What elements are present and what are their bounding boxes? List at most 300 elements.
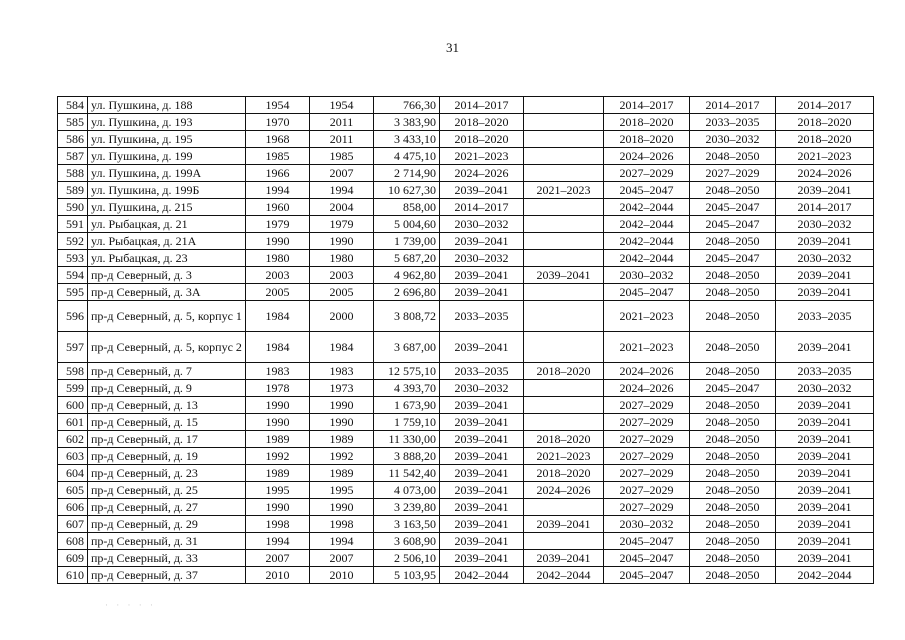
- cell-period-4: 2027–2029: [690, 165, 776, 182]
- cell-address: пр-д Северный, д. 25: [88, 482, 246, 499]
- cell-year-built: 1989: [246, 465, 310, 482]
- cell-period-1: 2039–2041: [440, 516, 524, 533]
- cell-period-4: 2048–2050: [690, 448, 776, 465]
- cell-period-4: 2048–2050: [690, 567, 776, 584]
- table-row: [58, 567, 874, 584]
- cell-year-reconstructed: 2007: [310, 550, 374, 567]
- cell-period-2: [524, 332, 604, 363]
- cell-period-3: 2030–2032: [604, 267, 690, 284]
- cell-period-5: 2039–2041: [776, 550, 874, 567]
- cell-year-built: 2007: [246, 550, 310, 567]
- cell-row-number: 605: [58, 482, 88, 499]
- cell-year-reconstructed: 1989: [310, 465, 374, 482]
- cell-period-5: 2039–2041: [776, 397, 874, 414]
- cell-period-1: 2039–2041: [440, 414, 524, 431]
- cell-period-4: 2014–2017: [690, 97, 776, 114]
- cell-period-2: [524, 284, 604, 301]
- cell-period-2: [524, 380, 604, 397]
- cell-area: 1 739,00: [374, 233, 440, 250]
- cell-row-number: 588: [58, 165, 88, 182]
- cell-row-number: 589: [58, 182, 88, 199]
- cell-area: 2 696,80: [374, 284, 440, 301]
- table-row: [58, 499, 874, 516]
- cell-address: ул. Пушкина, д. 199А: [88, 165, 246, 182]
- cell-period-1: 2021–2023: [440, 148, 524, 165]
- table-row: [58, 233, 874, 250]
- cell-address: пр-д Северный, д. 3: [88, 267, 246, 284]
- cell-year-reconstructed: 1994: [310, 182, 374, 199]
- cell-year-built: 1994: [246, 182, 310, 199]
- cell-area: 3 608,90: [374, 533, 440, 550]
- cell-period-1: 2024–2026: [440, 165, 524, 182]
- table-row: [58, 148, 874, 165]
- cell-area: 12 575,10: [374, 363, 440, 380]
- cell-year-reconstructed: 1973: [310, 380, 374, 397]
- cell-year-reconstructed: 1994: [310, 533, 374, 550]
- cell-period-4: 2048–2050: [690, 533, 776, 550]
- cell-period-1: 2039–2041: [440, 431, 524, 448]
- cell-address: ул. Рыбацкая, д. 21А: [88, 233, 246, 250]
- cell-row-number: 609: [58, 550, 88, 567]
- cell-period-5: 2039–2041: [776, 267, 874, 284]
- cell-period-5: 2014–2017: [776, 97, 874, 114]
- cell-area: 1 673,90: [374, 397, 440, 414]
- cell-year-reconstructed: 1990: [310, 414, 374, 431]
- cell-address: пр-д Северный, д. 13: [88, 397, 246, 414]
- cell-row-number: 607: [58, 516, 88, 533]
- cell-row-number: 591: [58, 216, 88, 233]
- cell-period-3: 2042–2044: [604, 233, 690, 250]
- cell-period-3: 2042–2044: [604, 199, 690, 216]
- cell-period-2: [524, 397, 604, 414]
- cell-row-number: 585: [58, 114, 88, 131]
- cell-period-4: 2048–2050: [690, 431, 776, 448]
- cell-row-number: 600: [58, 397, 88, 414]
- cell-year-reconstructed: 2010: [310, 567, 374, 584]
- cell-year-built: 1990: [246, 414, 310, 431]
- cell-address: ул. Пушкина, д. 199Б: [88, 182, 246, 199]
- cell-period-2: 2021–2023: [524, 448, 604, 465]
- cell-period-3: 2018–2020: [604, 114, 690, 131]
- cell-address: ул. Пушкина, д. 215: [88, 199, 246, 216]
- cell-row-number: 586: [58, 131, 88, 148]
- cell-period-1: 2039–2041: [440, 448, 524, 465]
- cell-period-3: 2024–2026: [604, 363, 690, 380]
- cell-area: 4 962,80: [374, 267, 440, 284]
- cell-period-4: 2048–2050: [690, 414, 776, 431]
- cell-period-5: 2039–2041: [776, 448, 874, 465]
- cell-period-1: 2030–2032: [440, 380, 524, 397]
- cell-year-reconstructed: 2004: [310, 199, 374, 216]
- cell-address: пр-д Северный, д. 37: [88, 567, 246, 584]
- cell-address: ул. Рыбацкая, д. 23: [88, 250, 246, 267]
- cell-period-1: 2039–2041: [440, 397, 524, 414]
- cell-period-1: 2039–2041: [440, 267, 524, 284]
- cell-period-1: 2039–2041: [440, 550, 524, 567]
- cell-address: ул. Пушкина, д. 199: [88, 148, 246, 165]
- cell-year-built: 1984: [246, 332, 310, 363]
- cell-period-3: 2021–2023: [604, 301, 690, 332]
- cell-period-4: 2045–2047: [690, 199, 776, 216]
- cell-period-1: 2042–2044: [440, 567, 524, 584]
- cell-period-5: 2042–2044: [776, 567, 874, 584]
- cell-area: 3 808,72: [374, 301, 440, 332]
- cell-year-reconstructed: 1995: [310, 482, 374, 499]
- cell-period-2: 2042–2044: [524, 567, 604, 584]
- cell-period-1: 2030–2032: [440, 250, 524, 267]
- cell-year-built: 1985: [246, 148, 310, 165]
- cell-period-4: 2048–2050: [690, 148, 776, 165]
- cell-row-number: 604: [58, 465, 88, 482]
- table-row: [58, 465, 874, 482]
- housing-repair-schedule-table: [57, 96, 874, 584]
- cell-period-1: 2039–2041: [440, 182, 524, 199]
- table-row: [58, 550, 874, 567]
- table-row: [58, 397, 874, 414]
- cell-address: пр-д Северный, д. 9: [88, 380, 246, 397]
- cell-period-2: 2039–2041: [524, 267, 604, 284]
- cell-period-2: 2018–2020: [524, 465, 604, 482]
- cell-period-3: 2045–2047: [604, 533, 690, 550]
- cell-year-reconstructed: 2005: [310, 284, 374, 301]
- cell-period-1: 2039–2041: [440, 482, 524, 499]
- table-row: [58, 97, 874, 114]
- cell-area: 5 004,60: [374, 216, 440, 233]
- cell-period-2: [524, 97, 604, 114]
- cell-period-3: 2042–2044: [604, 216, 690, 233]
- cell-year-reconstructed: 2007: [310, 165, 374, 182]
- cell-period-5: 2039–2041: [776, 284, 874, 301]
- cell-period-4: 2048–2050: [690, 397, 776, 414]
- cell-period-4: 2048–2050: [690, 550, 776, 567]
- cell-period-2: [524, 114, 604, 131]
- cell-year-reconstructed: 1979: [310, 216, 374, 233]
- table-row: [58, 516, 874, 533]
- cell-area: 3 383,90: [374, 114, 440, 131]
- cell-row-number: 593: [58, 250, 88, 267]
- cell-period-2: [524, 301, 604, 332]
- cell-year-built: 1979: [246, 216, 310, 233]
- cell-row-number: 596: [58, 301, 88, 332]
- table-body: [58, 97, 874, 584]
- cell-period-3: 2018–2020: [604, 131, 690, 148]
- cell-period-5: 2024–2026: [776, 165, 874, 182]
- cell-address: пр-д Северный, д. 31: [88, 533, 246, 550]
- cell-year-reconstructed: 1992: [310, 448, 374, 465]
- cell-period-5: 2039–2041: [776, 516, 874, 533]
- cell-period-1: 2039–2041: [440, 533, 524, 550]
- cell-year-built: 1992: [246, 448, 310, 465]
- table-row: [58, 431, 874, 448]
- cell-area: 3 163,50: [374, 516, 440, 533]
- cell-period-4: 2045–2047: [690, 380, 776, 397]
- cell-period-2: [524, 131, 604, 148]
- scan-smudge: · · · · ·: [105, 600, 156, 610]
- cell-period-3: 2045–2047: [604, 182, 690, 199]
- table-row: [58, 482, 874, 499]
- table-row: [58, 414, 874, 431]
- cell-area: 5 687,20: [374, 250, 440, 267]
- cell-period-3: 2027–2029: [604, 482, 690, 499]
- cell-address: пр-д Северный, д. 23: [88, 465, 246, 482]
- cell-period-5: 2039–2041: [776, 482, 874, 499]
- cell-period-4: 2033–2035: [690, 114, 776, 131]
- cell-row-number: 594: [58, 267, 88, 284]
- cell-year-built: 1989: [246, 431, 310, 448]
- cell-period-2: [524, 533, 604, 550]
- cell-period-1: 2014–2017: [440, 199, 524, 216]
- table-row: [58, 533, 874, 550]
- cell-period-4: 2045–2047: [690, 216, 776, 233]
- cell-area: 3 239,80: [374, 499, 440, 516]
- cell-address: пр-д Северный, д. 5, корпус 1: [88, 301, 246, 332]
- cell-year-built: 1983: [246, 363, 310, 380]
- cell-year-built: 1980: [246, 250, 310, 267]
- cell-area: 5 103,95: [374, 567, 440, 584]
- cell-row-number: 603: [58, 448, 88, 465]
- cell-period-4: 2048–2050: [690, 516, 776, 533]
- cell-period-2: [524, 165, 604, 182]
- cell-period-2: 2039–2041: [524, 550, 604, 567]
- cell-period-4: 2045–2047: [690, 250, 776, 267]
- table-row: [58, 199, 874, 216]
- cell-period-3: 2030–2032: [604, 516, 690, 533]
- cell-period-5: 2021–2023: [776, 148, 874, 165]
- cell-period-1: 2039–2041: [440, 233, 524, 250]
- cell-row-number: 587: [58, 148, 88, 165]
- cell-row-number: 584: [58, 97, 88, 114]
- cell-period-5: 2033–2035: [776, 301, 874, 332]
- cell-row-number: 597: [58, 332, 88, 363]
- cell-area: 2 506,10: [374, 550, 440, 567]
- cell-address: пр-д Северный, д. 29: [88, 516, 246, 533]
- cell-row-number: 598: [58, 363, 88, 380]
- cell-row-number: 610: [58, 567, 88, 584]
- cell-period-5: 2018–2020: [776, 114, 874, 131]
- cell-period-3: 2045–2047: [604, 567, 690, 584]
- cell-period-4: 2048–2050: [690, 233, 776, 250]
- table-row: [58, 301, 874, 332]
- cell-row-number: 599: [58, 380, 88, 397]
- cell-year-reconstructed: 1990: [310, 397, 374, 414]
- cell-address: пр-д Северный, д. 19: [88, 448, 246, 465]
- cell-year-built: 1998: [246, 516, 310, 533]
- table-row: [58, 250, 874, 267]
- cell-address: пр-д Северный, д. 27: [88, 499, 246, 516]
- cell-year-reconstructed: 1990: [310, 233, 374, 250]
- cell-period-1: 2018–2020: [440, 131, 524, 148]
- cell-period-4: 2048–2050: [690, 182, 776, 199]
- cell-year-built: 1984: [246, 301, 310, 332]
- table-row: [58, 284, 874, 301]
- cell-row-number: 602: [58, 431, 88, 448]
- table-row: [58, 165, 874, 182]
- cell-year-built: 1990: [246, 233, 310, 250]
- cell-period-4: 2048–2050: [690, 267, 776, 284]
- cell-period-5: 2030–2032: [776, 380, 874, 397]
- cell-area: 4 073,00: [374, 482, 440, 499]
- cell-year-built: 1990: [246, 499, 310, 516]
- table-row: [58, 363, 874, 380]
- cell-period-5: 2039–2041: [776, 499, 874, 516]
- cell-area: 3 433,10: [374, 131, 440, 148]
- cell-period-3: 2024–2026: [604, 380, 690, 397]
- cell-area: 11 330,00: [374, 431, 440, 448]
- cell-period-3: 2021–2023: [604, 332, 690, 363]
- cell-year-reconstructed: 1998: [310, 516, 374, 533]
- cell-year-reconstructed: 2000: [310, 301, 374, 332]
- cell-period-5: 2014–2017: [776, 199, 874, 216]
- cell-period-4: 2048–2050: [690, 301, 776, 332]
- table-row: [58, 114, 874, 131]
- table-row: [58, 448, 874, 465]
- cell-period-3: 2027–2029: [604, 431, 690, 448]
- cell-period-3: 2027–2029: [604, 414, 690, 431]
- cell-period-3: 2045–2047: [604, 284, 690, 301]
- cell-period-1: 2033–2035: [440, 301, 524, 332]
- table-row: [58, 332, 874, 363]
- cell-period-3: 2042–2044: [604, 250, 690, 267]
- cell-year-built: 1966: [246, 165, 310, 182]
- cell-period-3: 2027–2029: [604, 465, 690, 482]
- cell-year-reconstructed: 1990: [310, 499, 374, 516]
- cell-period-5: 2018–2020: [776, 131, 874, 148]
- cell-period-2: [524, 233, 604, 250]
- cell-period-1: 2014–2017: [440, 97, 524, 114]
- cell-area: 10 627,30: [374, 182, 440, 199]
- cell-period-3: 2027–2029: [604, 499, 690, 516]
- cell-period-5: 2039–2041: [776, 431, 874, 448]
- cell-row-number: 595: [58, 284, 88, 301]
- table-row: [58, 131, 874, 148]
- cell-period-5: 2039–2041: [776, 465, 874, 482]
- cell-address: ул. Пушкина, д. 195: [88, 131, 246, 148]
- cell-address: пр-д Северный, д. 15: [88, 414, 246, 431]
- cell-area: 858,00: [374, 199, 440, 216]
- cell-year-built: 2005: [246, 284, 310, 301]
- cell-period-4: 2030–2032: [690, 131, 776, 148]
- cell-area: 2 714,90: [374, 165, 440, 182]
- cell-period-2: [524, 148, 604, 165]
- cell-area: 3 888,20: [374, 448, 440, 465]
- cell-period-3: 2027–2029: [604, 165, 690, 182]
- cell-period-3: 2045–2047: [604, 550, 690, 567]
- cell-period-5: 2039–2041: [776, 332, 874, 363]
- cell-row-number: 606: [58, 499, 88, 516]
- cell-address: пр-д Северный, д. 7: [88, 363, 246, 380]
- cell-period-4: 2048–2050: [690, 363, 776, 380]
- cell-year-built: 1995: [246, 482, 310, 499]
- cell-period-2: 2039–2041: [524, 516, 604, 533]
- cell-period-3: 2027–2029: [604, 448, 690, 465]
- cell-period-1: 2033–2035: [440, 363, 524, 380]
- cell-year-reconstructed: 1989: [310, 431, 374, 448]
- cell-period-1: 2030–2032: [440, 216, 524, 233]
- cell-period-1: 2039–2041: [440, 465, 524, 482]
- cell-area: 4 393,70: [374, 380, 440, 397]
- cell-year-built: 1970: [246, 114, 310, 131]
- cell-year-built: 1960: [246, 199, 310, 216]
- cell-period-5: 2033–2035: [776, 363, 874, 380]
- cell-row-number: 608: [58, 533, 88, 550]
- cell-period-1: 2039–2041: [440, 284, 524, 301]
- cell-period-4: 2048–2050: [690, 482, 776, 499]
- cell-address: пр-д Северный, д. 17: [88, 431, 246, 448]
- cell-address: ул. Пушкина, д. 193: [88, 114, 246, 131]
- cell-period-2: [524, 414, 604, 431]
- cell-address: пр-д Северный, д. 33: [88, 550, 246, 567]
- cell-period-5: 2039–2041: [776, 414, 874, 431]
- cell-period-4: 2048–2050: [690, 332, 776, 363]
- cell-year-reconstructed: 1980: [310, 250, 374, 267]
- cell-year-built: 1978: [246, 380, 310, 397]
- cell-address: ул. Пушкина, д. 188: [88, 97, 246, 114]
- table-row: [58, 267, 874, 284]
- cell-period-2: 2018–2020: [524, 363, 604, 380]
- cell-year-reconstructed: 1954: [310, 97, 374, 114]
- cell-year-reconstructed: 1984: [310, 332, 374, 363]
- cell-row-number: 592: [58, 233, 88, 250]
- cell-row-number: 601: [58, 414, 88, 431]
- cell-period-1: 2039–2041: [440, 499, 524, 516]
- cell-year-reconstructed: 2011: [310, 131, 374, 148]
- cell-period-5: 2030–2032: [776, 216, 874, 233]
- cell-year-built: 1968: [246, 131, 310, 148]
- cell-area: 11 542,40: [374, 465, 440, 482]
- cell-row-number: 590: [58, 199, 88, 216]
- cell-period-2: 2021–2023: [524, 182, 604, 199]
- cell-year-reconstructed: 2003: [310, 267, 374, 284]
- cell-year-built: 2003: [246, 267, 310, 284]
- table-row: [58, 216, 874, 233]
- table-row: [58, 182, 874, 199]
- cell-period-3: 2014–2017: [604, 97, 690, 114]
- cell-period-5: 2039–2041: [776, 233, 874, 250]
- cell-year-reconstructed: 1985: [310, 148, 374, 165]
- cell-period-2: 2024–2026: [524, 482, 604, 499]
- cell-period-3: 2024–2026: [604, 148, 690, 165]
- cell-year-built: 2010: [246, 567, 310, 584]
- cell-year-reconstructed: 1983: [310, 363, 374, 380]
- cell-period-4: 2048–2050: [690, 284, 776, 301]
- cell-period-2: [524, 216, 604, 233]
- cell-area: 1 759,10: [374, 414, 440, 431]
- cell-period-3: 2027–2029: [604, 397, 690, 414]
- cell-area: 4 475,10: [374, 148, 440, 165]
- cell-period-2: [524, 250, 604, 267]
- cell-address: пр-д Северный, д. 5, корпус 2: [88, 332, 246, 363]
- cell-year-built: 1990: [246, 397, 310, 414]
- cell-address: пр-д Северный, д. 3А: [88, 284, 246, 301]
- cell-period-5: 2039–2041: [776, 533, 874, 550]
- table-row: [58, 380, 874, 397]
- cell-year-reconstructed: 2011: [310, 114, 374, 131]
- cell-year-built: 1994: [246, 533, 310, 550]
- cell-period-5: 2039–2041: [776, 182, 874, 199]
- page-number: 31: [446, 40, 459, 55]
- cell-area: 3 687,00: [374, 332, 440, 363]
- cell-period-5: 2030–2032: [776, 250, 874, 267]
- cell-period-1: 2018–2020: [440, 114, 524, 131]
- cell-year-built: 1954: [246, 97, 310, 114]
- cell-address: ул. Рыбацкая, д. 21: [88, 216, 246, 233]
- cell-period-1: 2039–2041: [440, 332, 524, 363]
- cell-period-2: [524, 499, 604, 516]
- cell-period-2: 2018–2020: [524, 431, 604, 448]
- cell-period-4: 2048–2050: [690, 465, 776, 482]
- cell-period-4: 2048–2050: [690, 499, 776, 516]
- cell-area: 766,30: [374, 97, 440, 114]
